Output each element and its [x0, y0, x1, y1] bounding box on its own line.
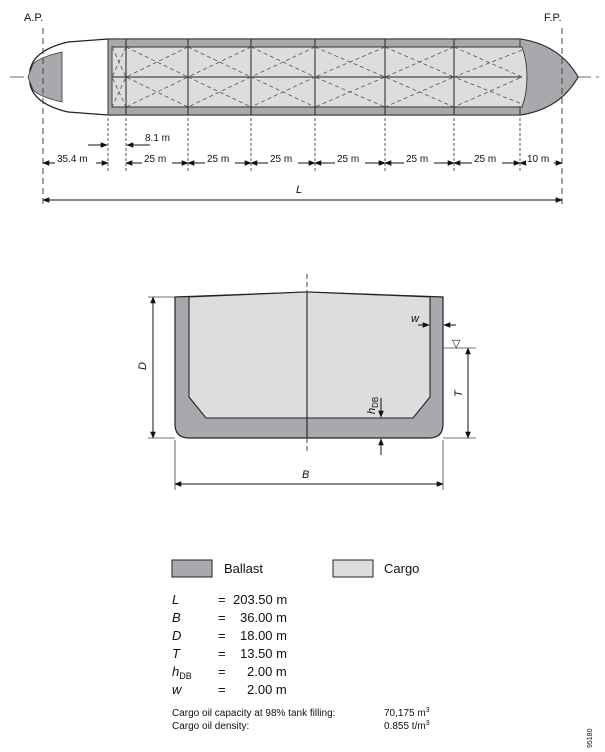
- param-value: 36.00 m: [240, 610, 287, 625]
- figure-id: 95180: [587, 728, 594, 748]
- param-row: [172, 646, 287, 661]
- section-view: [137, 274, 476, 490]
- param-value: 2.00 m: [247, 682, 287, 697]
- aft-peak-ballast: [28, 52, 62, 102]
- section-cargo-tank: [189, 292, 430, 418]
- parameter-list: [172, 592, 287, 697]
- tank-dim-label: 25 m: [474, 154, 497, 165]
- length-symbol: L: [296, 184, 303, 196]
- dim-aft-label: 35.4 m: [57, 154, 88, 165]
- legend: [172, 560, 419, 577]
- param-eq: =: [218, 610, 226, 625]
- legend-label-ballast: Ballast: [224, 561, 264, 576]
- param-eq: =: [218, 646, 226, 661]
- notes: [172, 707, 430, 732]
- param-value: 203.50 m: [233, 592, 288, 607]
- db-symbol: $h_{DB}$: [366, 396, 380, 414]
- tank-dim-label: 25 m: [406, 154, 429, 165]
- param-symbol: B: [172, 610, 181, 625]
- capacity-label: Cargo oil capacity at 98% tank filling:: [172, 708, 336, 719]
- wing-symbol: w: [411, 313, 419, 325]
- legend-label-cargo: Cargo: [384, 561, 420, 576]
- tank-dim-label: 25 m: [144, 154, 167, 165]
- param-eq: =: [218, 628, 226, 643]
- legend-swatch-cargo: [333, 560, 373, 577]
- density-value: 0.855 $t/m^3$: [384, 720, 430, 732]
- param-symbol: L: [172, 592, 180, 607]
- param-row: [172, 664, 287, 681]
- param-symbol: $h_{DB}$: [172, 664, 192, 681]
- param-row: [172, 610, 287, 625]
- tank-dim-label: 25 m: [337, 154, 360, 165]
- depth-symbol: D: [137, 362, 149, 370]
- legend-swatch-ballast: [172, 560, 212, 577]
- param-eq: =: [218, 664, 226, 679]
- fp-label: F.P.: [544, 12, 562, 24]
- draft-symbol: T: [453, 390, 465, 397]
- density-label: Cargo oil density:: [172, 721, 250, 732]
- param-value: 18.00 m: [240, 628, 287, 643]
- waterline-symbol: ▽: [452, 338, 461, 350]
- param-symbol: w: [172, 682, 182, 697]
- param-value: 2.00 m: [247, 664, 287, 679]
- param-row: [172, 628, 287, 643]
- fwd-ballast: [520, 39, 578, 115]
- dim-offset-label: 8.1 m: [145, 133, 171, 144]
- tank-dim-label: 25 m: [270, 154, 293, 165]
- param-symbol: D: [172, 628, 182, 643]
- param-row: [172, 682, 287, 697]
- param-symbol: T: [172, 646, 180, 661]
- param-eq: =: [218, 592, 226, 607]
- param-eq: =: [218, 682, 226, 697]
- tank-dim-label: 25 m: [207, 154, 230, 165]
- dim-fwd-label: 10 m: [527, 154, 550, 165]
- capacity-value: 70,175 $m^3$: [384, 707, 430, 719]
- param-value: 13.50 m: [240, 646, 287, 661]
- ap-label: A.P.: [24, 12, 44, 24]
- plan-view: [10, 12, 600, 208]
- param-row: [172, 592, 287, 607]
- breadth-symbol: B: [302, 469, 310, 481]
